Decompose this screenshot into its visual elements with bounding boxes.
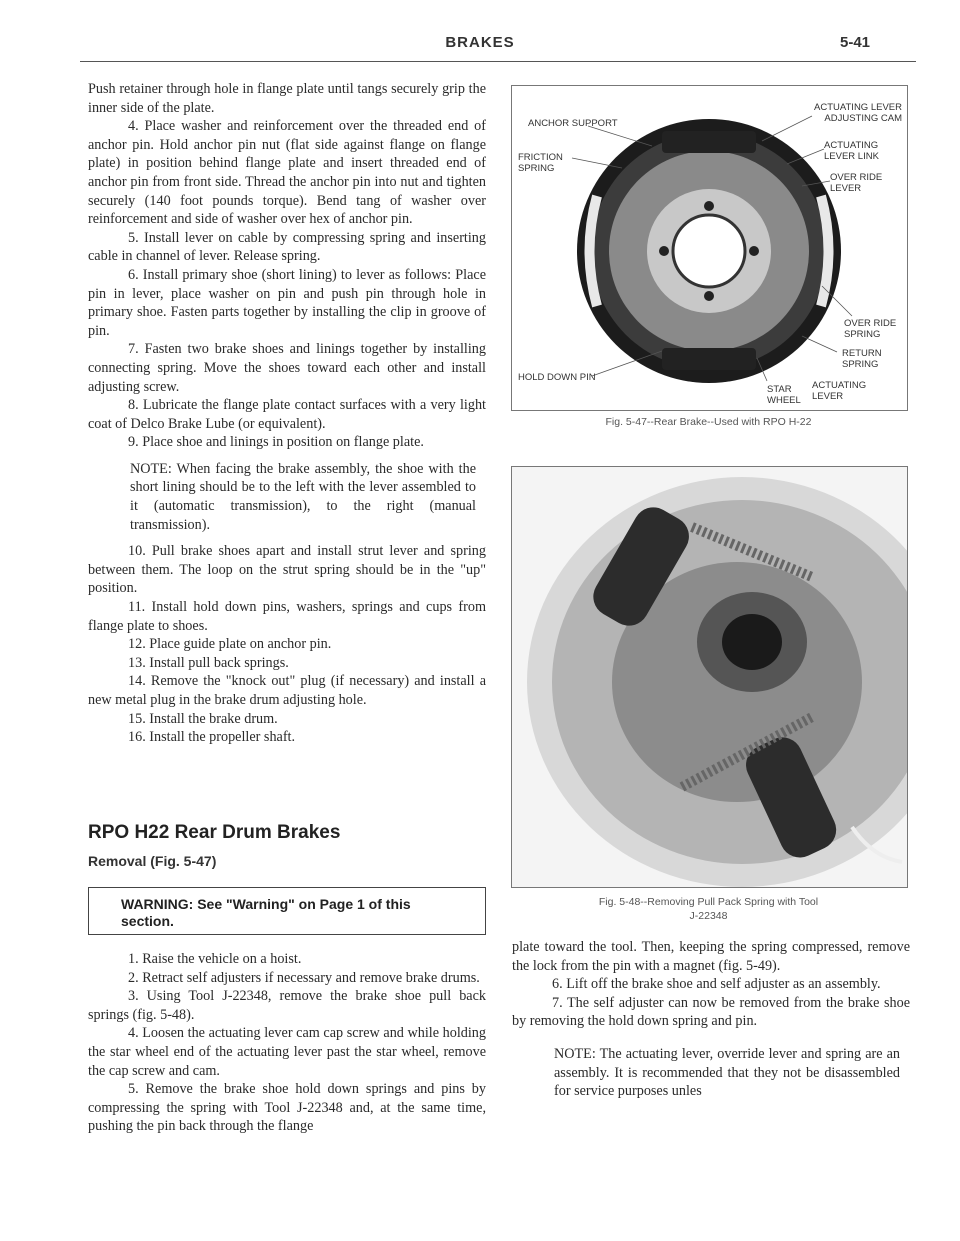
paragraph: 14. Remove the "knock out" plug (if necessary) and install a new metal plug in the brake drum adjusting hole. — [88, 673, 486, 708]
step: 4. Loosen the actuating lever cam cap screw and while holding the star wheel end of the actuating lever past the star wheel, remove the cap screw and cam. — [88, 1025, 486, 1079]
note: NOTE: When facing the brake assembly, the shoe with the short lining should be to the left with the lever assembled to it (automatic transmission), to the right (manual transmission). — [130, 460, 476, 533]
paragraph: 4. Place washer and reinforcement over the threaded end of anchor pin. Hold anchor pin nut (flat side against flange on flange plate) in position behind flange plate and insert threaded end of anchor pin from front side. Thread the anchor pin into nut and tighten securely (140 foot pounds torque). Bend tang of washer over reinforcement and side of washer over hex of anchor pin. — [88, 118, 486, 228]
paragraph: 16. Install the propeller shaft. — [128, 729, 296, 746]
page-header-title: BRAKES — [445, 34, 515, 51]
figure2-caption-line1: Fig. 5-48--Removing Pull Pack Spring with Tool — [598, 896, 819, 908]
label-anchor-support: ANCHOR SUPPORT — [528, 118, 618, 129]
header-rule — [80, 61, 916, 62]
paragraph: 12. Place guide plate on anchor pin. — [128, 636, 332, 653]
step: 3. Using Tool J-22348, remove the brake shoe pull back springs (fig. 5-48). — [88, 988, 486, 1023]
paragraph: 15. Install the brake drum. — [128, 710, 278, 727]
paragraph: 8. Lubricate the flange plate contact surfaces with a very light coat of Delco Brake Lube (or equivalent). — [88, 397, 486, 432]
paragraph: Push retainer through hole in flange plate until tangs securely grip the inner side of the plate. — [88, 81, 486, 116]
label-actuating-lever: ACTUATING LEVER — [812, 380, 867, 402]
paragraph: 6. Lift off the brake shoe and self adjuster as an assembly. — [552, 976, 881, 993]
removal-steps — [88, 950, 486, 1136]
label-star-wheel: STAR WHEEL — [767, 384, 801, 406]
step: 5. Remove the brake shoe hold down springs and pins by compressing the spring with Tool J-22348 and, at the same time, pushing the pin back through the flange — [88, 1081, 486, 1135]
paragraph: 5. Install lever on cable by compressing spring and inserting cable in channel of lever. Release spring. — [88, 229, 486, 265]
step: 1. Raise the vehicle on a hoist. — [128, 951, 302, 967]
page-number: 5-41 — [840, 34, 871, 51]
label-actuating-lever-link: ACTUATING LEVER LINK — [824, 140, 879, 162]
label-over-ride-lever: OVER RIDE LEVER — [830, 172, 883, 194]
figure-rear-brake — [511, 85, 908, 411]
step: 2. Retract self adjusters if necessary and remove brake drums. — [128, 969, 480, 986]
label-over-ride-spring: OVER RIDE SPRING — [844, 318, 897, 340]
warning-box — [88, 887, 486, 935]
paragraph: plate toward the tool. Then, keeping the spring compressed, remove the lock from the pin with a magnet (fig. 5-49). — [512, 939, 910, 974]
figure1-caption: Fig. 5-47--Rear Brake--Used with RPO H-22 — [605, 416, 812, 428]
label-actuating-lever-cam: ACTUATING LEVER ADJUSTING CAM — [814, 102, 902, 124]
right-column-text — [512, 938, 910, 1109]
label-return-spring: RETURN SPRING — [842, 348, 882, 370]
paragraph: 7. Fasten two brake shoes and linings together by installing connecting spring. Move the shoes toward each other and install adjusting screw. — [88, 341, 486, 395]
note: NOTE: The actuating lever, override lever and spring are an assembly. It is recommended that they not be disassembled for service purposes unles — [554, 1045, 900, 1100]
paragraph: 10. Pull brake shoes apart and install strut lever and spring between them. The loop on the strut spring should be in the "up" position. — [88, 543, 486, 597]
paragraph: 7. The self adjuster can now be removed from the brake shoe by removing the hold down spring and pin. — [512, 994, 910, 1030]
figure2-caption-line2: J-22348 — [689, 910, 728, 922]
paragraph: 11. Install hold down pins, washers, springs and cups from flange plate to shoes. — [88, 599, 486, 634]
tool-illustration — [512, 467, 907, 887]
sub-heading: Removal (Fig. 5-47) — [88, 853, 217, 869]
warning-text: WARNING: See "Warning" on Page 1 of this section. — [121, 896, 411, 929]
paragraph: 13. Install pull back springs. — [128, 654, 289, 671]
figure-pull-back-spring-tool — [511, 466, 908, 888]
paragraph: 9. Place shoe and linings in position on flange plate. — [128, 434, 424, 451]
left-column-text — [88, 80, 486, 747]
section-heading: RPO H22 Rear Drum Brakes — [88, 822, 341, 843]
label-friction-spring: FRICTION SPRING — [518, 152, 563, 174]
paragraph: 6. Install primary shoe (short lining) to lever as follows: Place pin in lever, place washer on pin and push pin through hole in primary shoe. Fasten parts together by installing the clip in groove of pin. — [88, 266, 486, 339]
label-hold-down-pin: HOLD DOWN PIN — [518, 372, 596, 383]
